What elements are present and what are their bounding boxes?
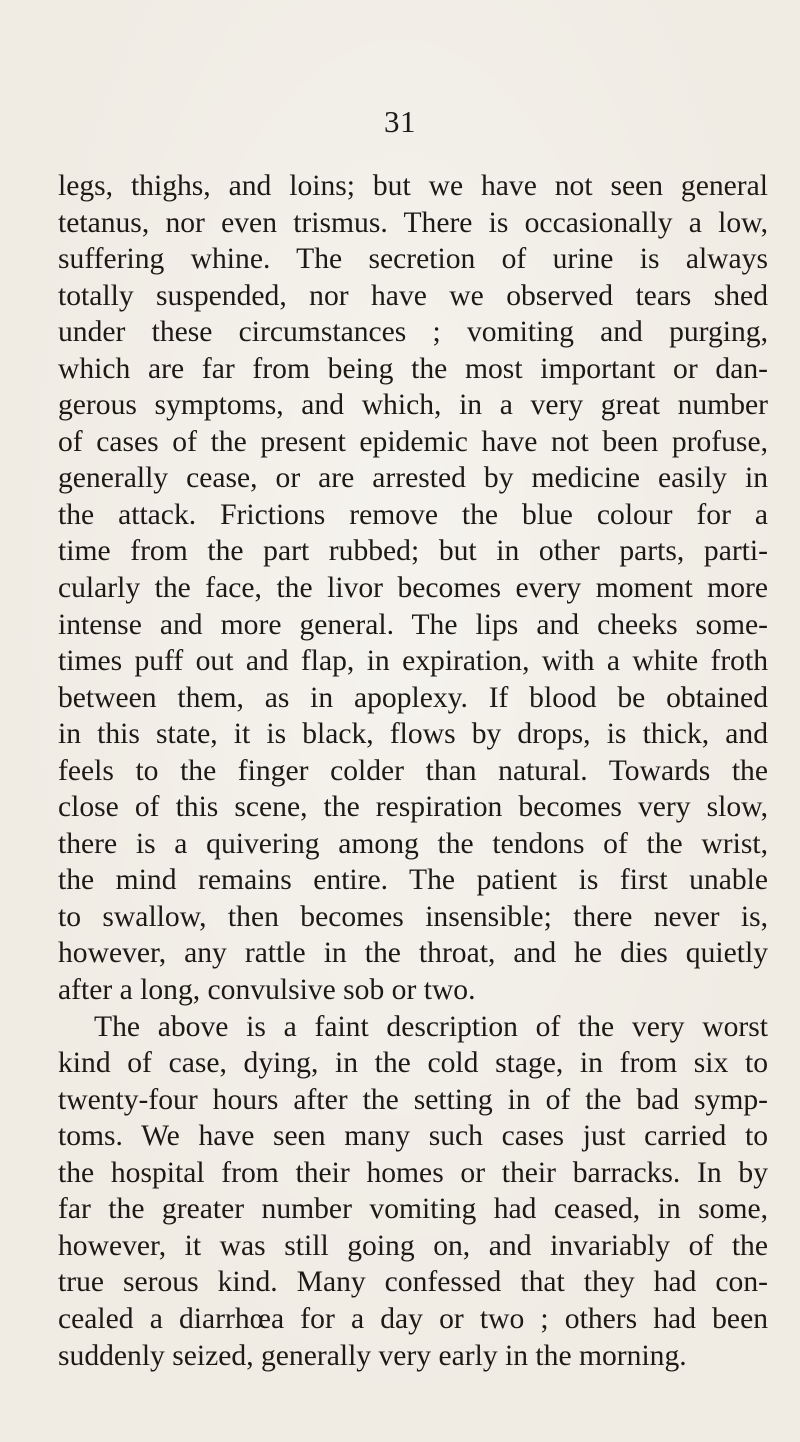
text-line: feels to the finger colder than natural. Towards the (58, 754, 768, 787)
page-number: 31 (384, 104, 416, 139)
text-line: times puff out and flap, in expiration, with a white froth (58, 645, 768, 678)
text-line: intense and more general. The lips and cheeks some- (58, 608, 768, 641)
text-line: cularly the face, the livor becomes every moment more (58, 572, 768, 605)
text-line: suffering whine. The secretion of urine is always (58, 243, 768, 276)
text-line: gerous symptoms, and which, in a very great number (58, 389, 768, 422)
text-line: the mind remains entire. The patient is first unable (58, 864, 768, 897)
text-line: between them, as in apoplexy. If blood be obtained (58, 681, 768, 714)
text-line: The above is a faint description of the very worst (94, 1010, 768, 1043)
body-text (58, 168, 768, 1374)
text-line: in this state, it is black, flows by drops, is thick, and (58, 718, 768, 751)
text-line: cealed a diarrhœa for a day or two ; others had been (58, 1302, 768, 1335)
text-line: far the greater number vomiting had ceased, in some, (58, 1193, 768, 1226)
text-line: totally suspended, nor have we observed tears shed (58, 279, 768, 312)
text-line: after a long, convulsive sob or two. (58, 974, 476, 1007)
text-line: legs, thighs, and loins; but we have not seen general (58, 170, 768, 202)
text-line: kind of case, dying, in the cold stage, in from six to (58, 1047, 768, 1080)
text-line: close of this scene, the respiration becomes very slow, (58, 791, 768, 824)
text-line: which are far from being the most important or dan- (58, 352, 768, 385)
text-line: there is a quivering among the tendons of the wrist, (58, 827, 768, 860)
text-line: under these circumstances ; vomiting and purging, (58, 316, 768, 349)
text-line: true serous kind. Many confessed that they had con- (58, 1266, 768, 1299)
text-line: however, any rattle in the throat, and he dies quietly (58, 937, 768, 970)
text-line: to swallow, then becomes insensible; there never is, (58, 900, 768, 933)
text-line: time from the part rubbed; but in other parts, parti- (58, 535, 768, 568)
text-line: however, it was still going on, and invariably of the (58, 1229, 768, 1262)
text-line: of cases of the present epidemic have not been profuse, (58, 425, 768, 458)
text-line: toms. We have seen many such cases just carried to (58, 1120, 768, 1153)
text-line: twenty-four hours after the setting in of the bad symp- (58, 1083, 768, 1116)
text-line: suddenly seized, generally very early in the morning. (58, 1339, 687, 1372)
text-line: generally cease, or are arrested by medicine easily in (58, 462, 768, 495)
text-line: the hospital from their homes or their barracks. In by (58, 1156, 768, 1189)
text-line: the attack. Frictions remove the blue colour for a (58, 498, 768, 531)
text-line: tetanus, nor even trismus. There is occasionally a low, (58, 206, 768, 239)
